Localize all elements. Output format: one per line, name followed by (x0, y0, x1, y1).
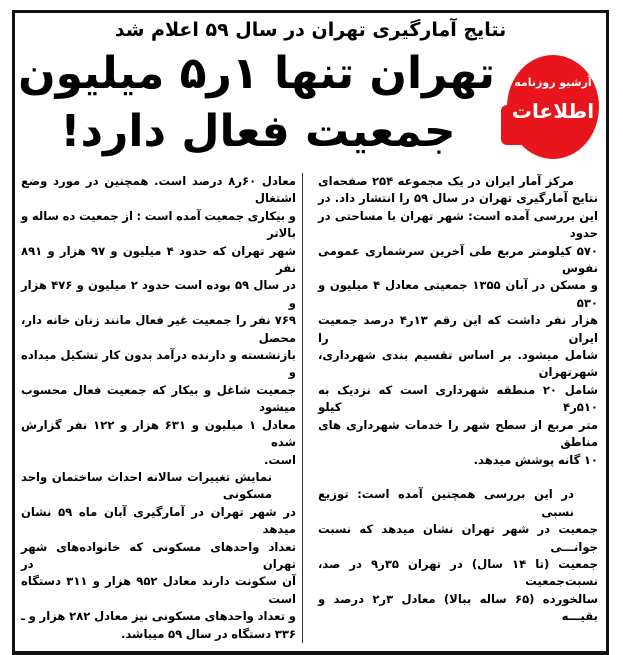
stamp-archive-text: آرشیو روزنامه (514, 76, 592, 89)
main-headline-line2: جمعیت فعال دارد! (60, 106, 456, 157)
article-frame (12, 10, 609, 655)
text-line: و مسکن در آبان ۱۳۵۵ جمعیتی معادل ۴ میلیون و ۵۳۰ (318, 278, 599, 310)
text-line: شامل میشود. بر اساس تقسیم بندی شهرداری، شهرتهران (318, 348, 598, 380)
text-line: سالخورده (۶۵ ساله ببالا) معادل ۳ر۲ درصد و بقیـــه (318, 591, 598, 624)
text-line: شامل ۲۰ منطقه شهرداری است که نزدیک به ۵۱۰ر۴ کیلو (318, 382, 598, 415)
watermark-stamp (507, 55, 599, 159)
text-line: ۳۳۶ دستگاه در سال ۵۹ میباشد. (120, 626, 296, 641)
right-column (318, 173, 600, 643)
text-line: بازنشسته و دارنده درآمد بدون کار تشکیل میداده و (21, 348, 296, 380)
right-paragraph-2 (318, 486, 598, 625)
text-line: متر مربع از سطح شهر را خدمات شهرداری های مناطق (318, 417, 598, 450)
left-column (21, 173, 303, 643)
text-line: ۷۶۹ نفر را جمعیت غیر فعال مانند زنان خانه دار، محصل (21, 313, 296, 345)
kicker-headline: نتایج آمارگیری تهران در سال ۵۹ اعلام شد (114, 19, 507, 41)
text-line: معادل ۶۰ر۸ درصد است. همچنین در مورد وضع اشتغال (21, 174, 297, 206)
text-line: و بیکاری جمعیت آمده است : از جمعیت ده ساله و بالاتر (21, 208, 296, 241)
text-line: در شهر تهران در آمارگیری آبان ماه ۵۹ نشان میدهد (21, 504, 296, 537)
left-paragraph-2 (21, 469, 296, 643)
text-line: این بررسی آمده است: شهر تهران با مساحتی در حدود (318, 208, 598, 241)
text-line: است. (263, 452, 296, 467)
text-line: جمعیت شاغل و بیکار که جمعیت فعال محسوب میشود (21, 382, 296, 415)
text-line: معادل ۱ میلیون و ۶۳۱ هزار و ۱۲۲ نفر گزارش شده (21, 417, 296, 450)
text-line: جمعیت در شهر تهران نشان میدهد که نسبت جوانـــی (318, 522, 598, 554)
headline-block (18, 48, 600, 169)
text-line: ۵۷۰ کیلومتر مربع طی آخرین سرشماری عمومی نفوس (318, 243, 598, 276)
text-line: ۱۰ گانه پوشش میدهد. (473, 452, 598, 467)
left-paragraph-1 (21, 173, 296, 469)
text-line: نمایش تغییرات سالانه احداث ساختمان واحد مسکونی (21, 469, 272, 502)
text-line: آن سکونت دارند معادل ۹۵۲ هزار و ۳۱۱ دستگاه است (21, 574, 296, 606)
text-line: جمعیت (تا ۱۴ سال) در تهران ۳۵ر۹ در صد، نسبت‌جمعیت (318, 556, 598, 589)
main-headline-line1: تهران تنها ۱ر۵ میلیون (18, 48, 495, 99)
text-line: تعداد واحدهای مسکونی که خانواده‌های شهر تهران در (21, 539, 296, 571)
article-columns (21, 173, 600, 643)
stamp-logo-text: اطلاعات (511, 99, 595, 123)
text-line: نتایج آمارگیری تهران در سال ۵۹ را انتشار داد. در (318, 191, 598, 206)
text-line: هزار نفر داشت که این رقم ۱۳ر۴ درصد جمعیت ایران را (318, 313, 598, 345)
text-line: و تعداد واحدهای مسکونی نیز معادل ۲۸۲ هزار و ـ (21, 609, 296, 624)
text-line: در سال ۵۹ بوده است حدود ۲ میلیون و ۴۷۶ هزار و (21, 278, 297, 310)
text-line: مرکز آمار ایران در یک مجموعه ۲۵۴ صفحه‌ای (318, 174, 574, 188)
text-line: شهر تهران که حدود ۴ میلیون و ۹۷ هزار و ۸۹۱ نفر (21, 243, 297, 276)
text-line: در این بررسی همچنین آمده است: توزیع نسبی (318, 487, 574, 519)
right-paragraph-1 (318, 173, 598, 469)
